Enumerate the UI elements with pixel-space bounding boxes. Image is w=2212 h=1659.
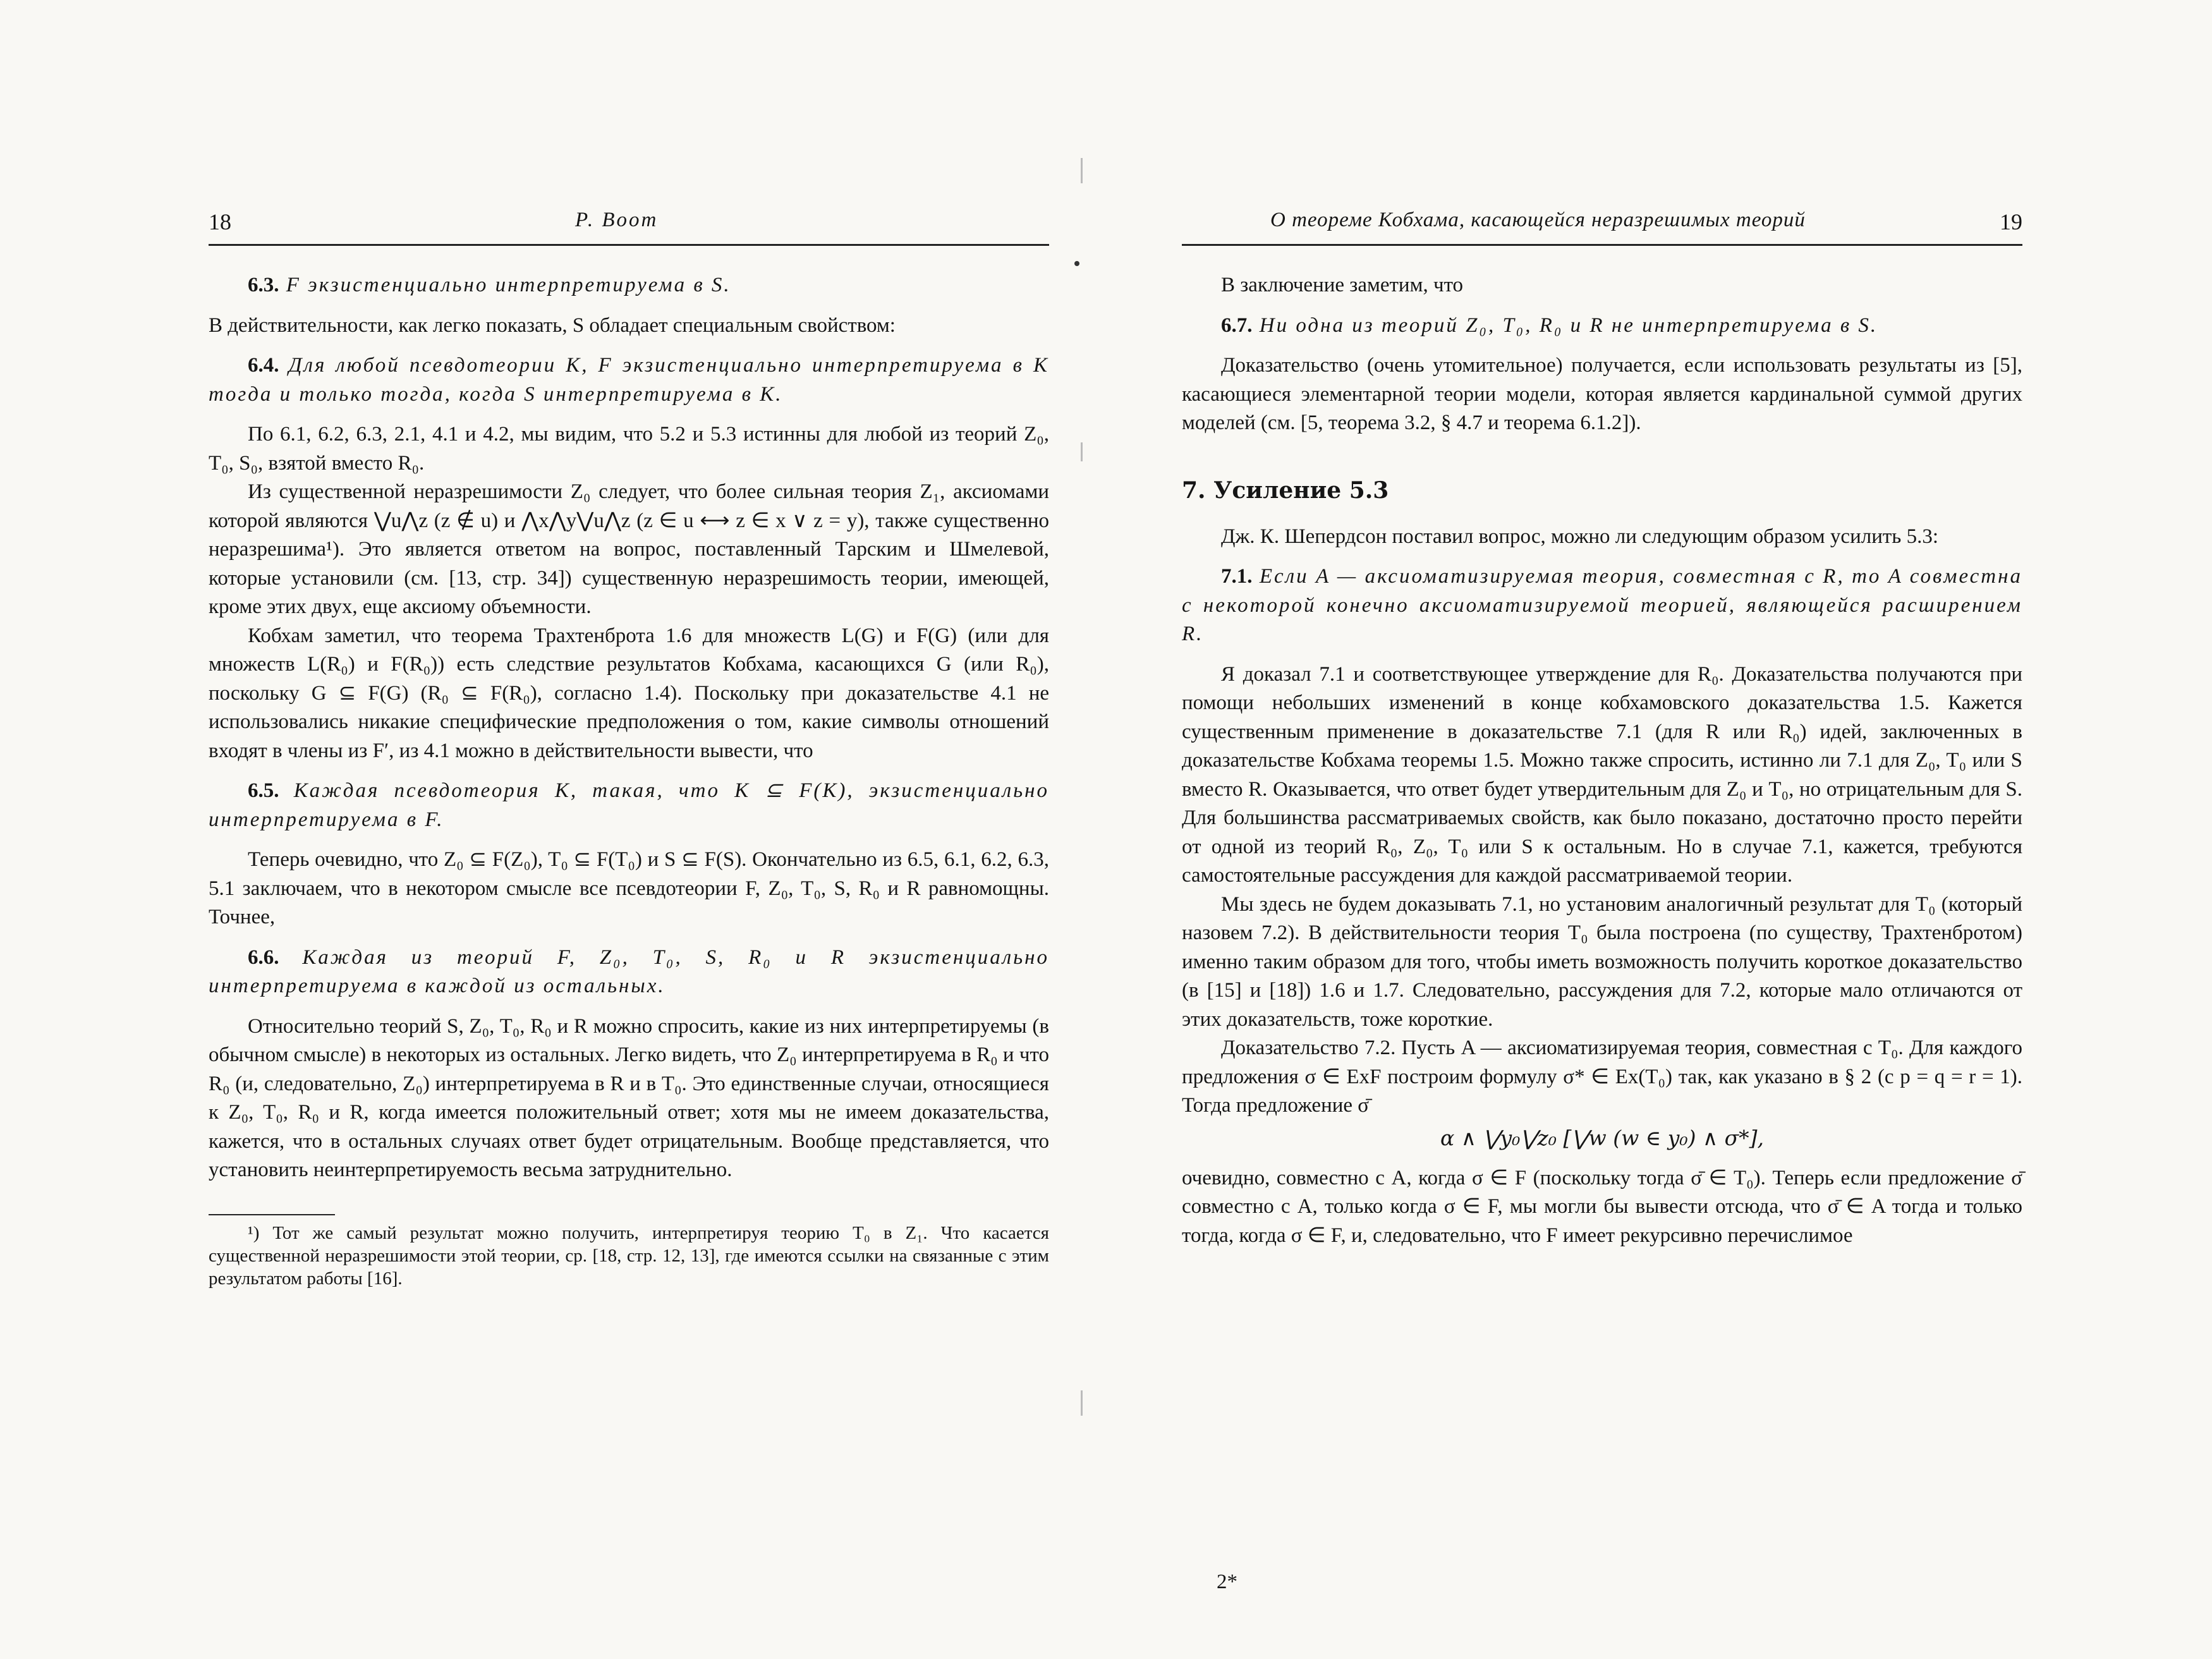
paragraph: Кобхам заметил, что теорема Трахтенброта 1.6 для множеств L(G) и F(G) (или для множеств L(R₀) и F(R₀)) есть следствие результатов Кобхама, касающихся G (или R₀), поскольку G ⊆ F(G) (R₀ ⊆ F(R₀), согласно 1.4). Поскольку при доказательстве 4.1 не использовались никакие специфические предположения о том, какие символы отношений входят в члены из F′, из 4.1 можно в действительности вывести, что xyxy=(209,624,1049,762)
footnote: ¹) Тот же самый результат можно получить, интерпретируя теорию T₀ в Z₁. Что касается существенной неразрешимости этой теории, ср. [18, стр. 12, 13], где имеются ссылки на связанные с этим результатом работы [16]. xyxy=(209,1222,1049,1289)
running-head-title: Р. Воот xyxy=(575,209,659,231)
paragraph: очевидно, совместно с A, когда σ ∈ F (поскольку тогда σ̄ ∈ T₀). Теперь если предложение σ̄ совместно с A, только когда σ ∈ F, мы могли бы вывести отсюда, что σ̄ ∈ A тогда и только тогда, когда σ ∈ F, и, следовательно, что F имеет рекурсивно перечислимое xyxy=(1182,1166,2022,1247)
paragraph: Доказательство 7.2. Пусть A — аксиоматизируемая теория, совместная с T₀. Для каждого предложения σ ∈ ExF построим формулу σ* ∈ Ex(T₀) так, как указано в § 2 (с p = q = r = 1). Тогда предложение σ̄ xyxy=(1182,1036,2022,1117)
paragraph: В заключение заметим, что xyxy=(1221,274,1464,296)
page-number: 18 xyxy=(209,209,231,234)
paragraph: Мы здесь не будем доказывать 7.1, но установим аналогичный результат для T₀ (который назовем 7.2). В действительности теория T₀ была построена (по существу, Трахтенбротом) именно таким образом для того, чтобы иметь возможность получить короткое доказательство (в [15] и [18]) 1.6 и 1.7. Следовательно, рассуждения для 7.2, которые мало отличаются от этих доказательств, тоже короткие. xyxy=(1182,892,2022,1031)
footnote-rule xyxy=(209,1214,335,1215)
theorem-6-7 xyxy=(1182,312,2022,341)
paragraph: В действительности, как легко показать, S обладает специальным свойством: xyxy=(209,313,896,337)
theorem-number: 6.7. xyxy=(1221,313,1253,337)
theorem-6-4 xyxy=(209,351,1049,409)
paragraph: Из существенной неразрешимости Z₀ следует, что более сильная теория Z₁, аксиомами которой являются ⋁u⋀z (z ∉ u) и ⋀x⋀y⋁u⋀z (z ∈ u ⟷ z ∈ x ∨ z = y), также существенно неразрешима¹). Это является ответом на вопрос, поставленный Тарским и Шмелевой, которые установили (см. [13, стр. 34]) существенную неразрешимость теории, имеющей, кроме этих двух, еще аксиому объемности. xyxy=(209,480,1050,618)
theorem-number: 7.1. xyxy=(1221,565,1253,588)
theorem-7-1 xyxy=(1182,562,2022,649)
paragraph: Теперь очевидно, что Z₀ ⊆ F(Z₀), T₀ ⊆ F(T₀) и S ⊆ F(S). Окончательно из 6.5, 6.1, 6.2, 6.3, 5.1 заключаем, что в некотором смысле все псевдотеории F, Z₀, T₀, S, R₀ и R равномощны. Точнее, xyxy=(209,848,1049,928)
left-page xyxy=(209,209,1049,1290)
section-heading: 7. Усиление 5.3 xyxy=(1182,477,1389,504)
theorem-6-6 xyxy=(209,944,1049,1001)
gutter-mark xyxy=(1081,1390,1083,1416)
theorem-number: 6.4. xyxy=(248,354,279,377)
paragraph: Относительно теорий S, Z₀, T₀, R₀ и R можно спросить, какие из них интерпретируемы (в обычном смысле) в некоторых из остальных. Легко видеть, что Z₀ интерпретируема в R₀ и что R₀ (и, следовательно, Z₀) интерпретируема в R и в T₀. Это единственные случаи, относящиеся к Z₀, T₀, R₀ и R, когда имеется положительный ответ; хотя мы не имеем доказательства, кажется, что в остальных случаях ответ будет отрицательным. Вообще представляется, что установить неинтерпретируемость весьма затруднительно. xyxy=(209,1014,1049,1181)
gutter-mark xyxy=(1081,158,1083,183)
theorem-text: Каждая псевдотеория K, такая, что K ⊆ F(K), экзистенциально интерпретируема в F. xyxy=(209,779,1049,831)
paragraph: Я доказал 7.1 и соответствующее утверждение для R₀. Доказательства получаются при помощи небольших изменений в конце кобхамовского доказательства 1.5. Кажется существенным применение в доказательстве 7.1 (для R или R₀) идей, заключенных в доказательстве Кобхама теоремы 1.5. Можно также спросить, истинно ли 7.1 для Z₀, T₀ или S вместо R. Оказывается, что ответ будет утвердительным для Z₀ и T₀, но отрицательным для S. Для большинства рассматриваемых свойств, как было показано, достаточно просто перейти от одной из теорий R₀, Z₀, T₀ или S к остальным. Но в случае 7.1, кажется, требуются самостоятельные рассуждения для каждой рассматриваемой теории. xyxy=(1182,662,2022,887)
running-head xyxy=(209,209,1049,246)
gutter-mark xyxy=(1081,442,1083,461)
theorem-number: 6.3. xyxy=(248,274,279,296)
paragraph: По 6.1, 6.2, 6.3, 2.1, 4.1 и 4.2, мы видим, что 5.2 и 5.3 истинны для любой из теорий Z₀, T₀, S₀, взятой вместо R₀. xyxy=(209,423,1049,475)
theorem-number: 6.6. xyxy=(248,945,279,969)
theorem-text: Для любой псевдотеории K, F экзистенциально интерпретируема в K тогда и только тогда, когда S интерпретируема в K. xyxy=(209,354,1049,406)
theorem-6-3 xyxy=(209,271,1049,300)
theorem-text: Ни одна из теорий Z₀, T₀, R₀ и R не интерпретируема в S. xyxy=(1259,313,1878,337)
gutter-dot xyxy=(1074,261,1079,266)
paragraph: Доказательство (очень утомительное) получается, если использовать результаты из [5], касающиеся элементарной теории модели, которая является кардинальной суммой других моделей (см. [5, теорема 3.2, § 4.7 и теорема 6.1.2]). xyxy=(1182,354,2022,434)
theorem-text: Каждая из теорий F, Z₀, T₀, S, R₀ и R экзистенциально интерпретируема в каждой из остальных. xyxy=(209,945,1049,997)
theorem-number: 6.5. xyxy=(248,779,279,802)
signature-mark: 2* xyxy=(1217,1571,1237,1593)
theorem-text: Если A — аксиоматизируемая теория, совместная с R, то A совместна с некоторой конечно аксиоматизируемой теорией, являющейся расширением R. xyxy=(1182,565,2023,645)
theorem-text: F экзистенциально интерпретируема в S. xyxy=(286,274,731,296)
right-page xyxy=(1182,209,2022,1250)
running-head xyxy=(1182,209,2022,246)
theorem-6-5 xyxy=(209,777,1049,834)
page-number: 19 xyxy=(2000,209,2022,234)
display-formula: α ∧ ⋁y₀⋁z₀ [⋁w (w ∈ y₀) ∧ σ*], xyxy=(1440,1125,1764,1150)
running-head-title: О теореме Кобхама, касающейся неразрешимых теорий xyxy=(1270,209,1806,231)
paragraph: Дж. К. Шепердсон поставил вопрос, можно ли следующим образом усилить 5.3: xyxy=(1221,525,1939,548)
